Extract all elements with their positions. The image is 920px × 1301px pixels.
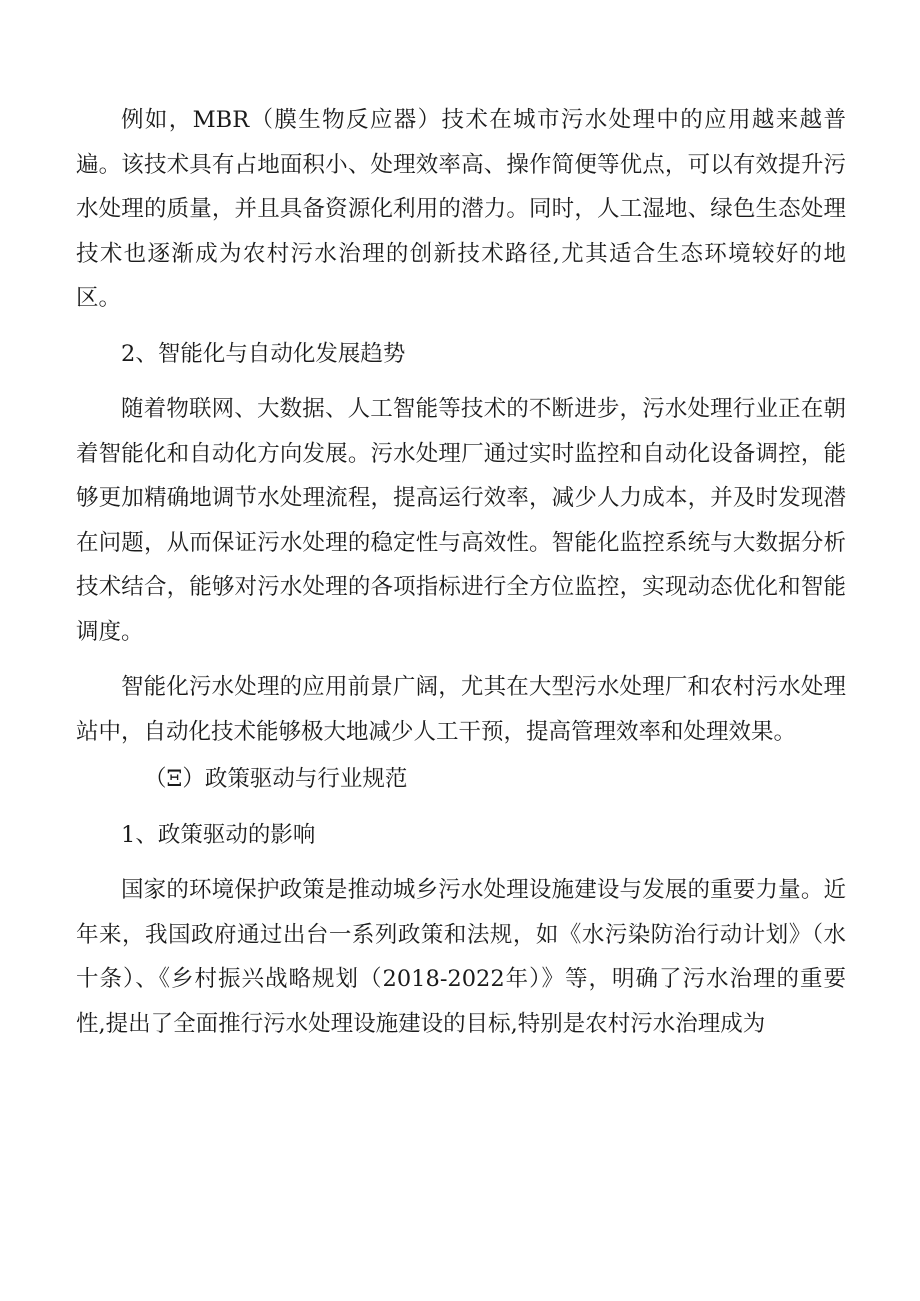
- document-page: [76, 98, 846, 1057]
- paragraph-national-policy: 国家的环境保护政策是推动城乡污水处理设施建设与发展的重要力量。近年来，我国政府通过出台一系列政策和法规，如《水污染防治行动计划》（水十条）、《乡村振兴战略规划（2018-2022年）》等，明确了污水治理的重要性,提出了全面推行污水处理设施建设的目标,特别是农村污水治理成为: [76, 877, 846, 1037]
- paragraph-intelligent-trend: 随着物联网、大数据、人工智能等技术的不断进步，污水处理行业正在朝着智能化和自动化方向发展。污水处理厂通过实时监控和自动化设备调控，能够更加精确地调节水处理流程，提高运行效率，减少人力成本，并及时发现潜在问题，从而保证污水处理的稳定性与高效性。智能化监控系统与大数据分析技术结合，能够对污水处理的各项指标进行全方位监控，实现动态优化和智能调度。: [76, 396, 846, 645]
- paragraph-application-prospect: 智能化污水处理的应用前景广阔，尤其在大型污水处理厂和农村污水处理站中，自动化技术能够极大地减少人工干预，提高管理效率和处理效果。: [76, 674, 846, 745]
- section-heading-policy: （Ξ）政策驱动与行业规范: [144, 766, 408, 792]
- heading-policy-impact: 1、政策驱动的影响: [121, 821, 316, 848]
- heading-intelligent-automation: 2、智能化与自动化发展趋势: [121, 340, 406, 367]
- paragraph-mbr-technology: 例如，MBR（膜生物反应器）技术在城市污水处理中的应用越来越普遍。该技术具有占地面积小、处理效率高、操作简便等优点，可以有效提升污水处理的质量，并且具备资源化利用的潜力。同时，人工湿地、绿色生态处理技术也逐渐成为农村污水治理的创新技术路径,尤其适合生态环境较好的地区。: [76, 107, 846, 311]
